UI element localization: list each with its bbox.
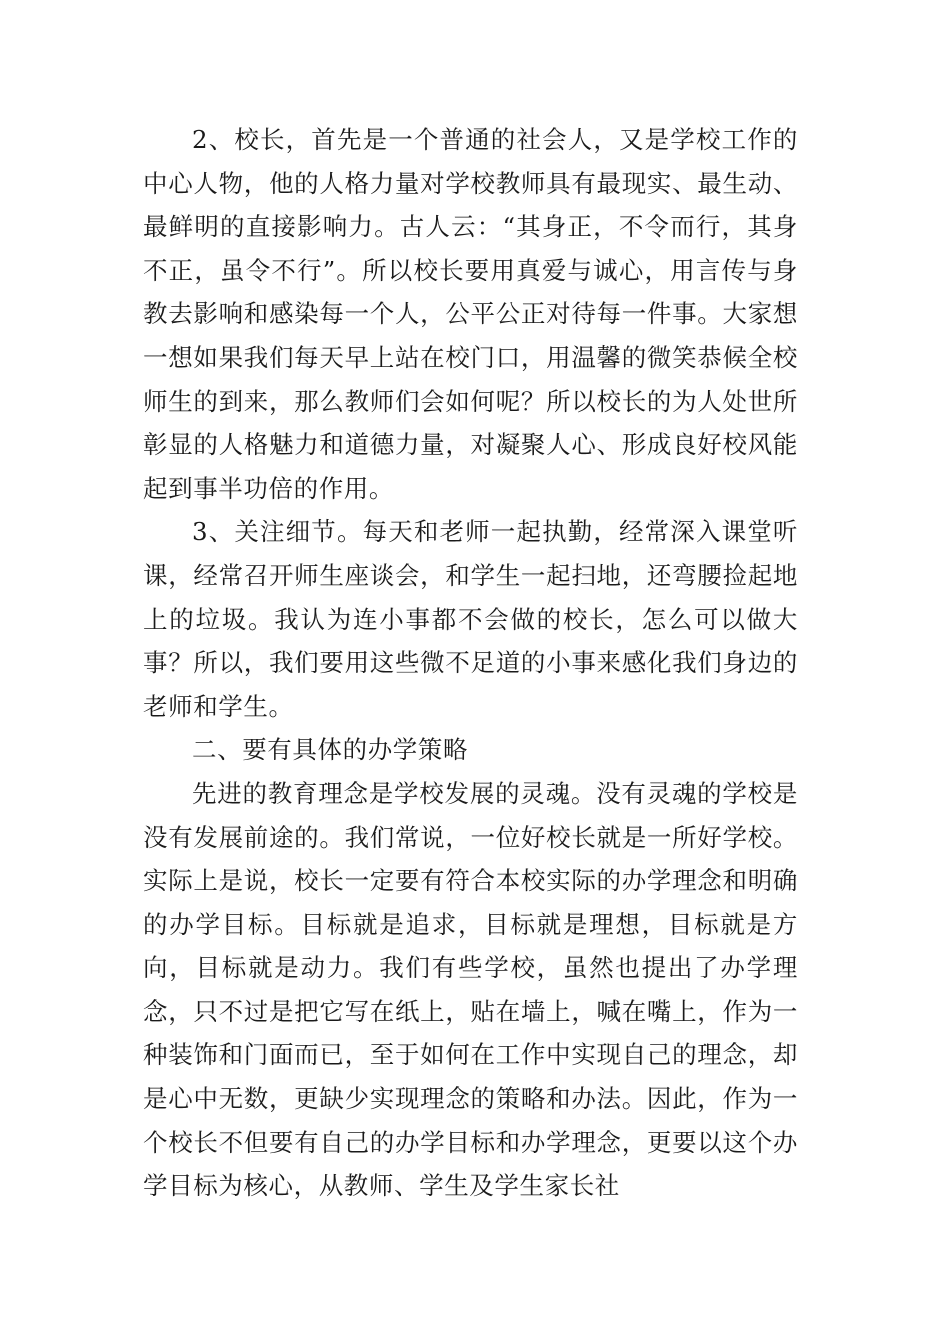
paragraph-attention-to-detail: 3、关注细节。每天和老师一起执勤，经常深入课堂听课，经常召开师生座谈会，和学生一起扫地，还弯腰捡起地上的垃圾。我认为连小事都不会做的校长，怎么可以做大事？所以，我们要用这些微不足道的小事来感化我们身边的老师和学生。 (143, 517, 798, 721)
paragraph-principal-personality: 2、校长，首先是一个普通的社会人，又是学校工作的中心人物，他的人格力量对学校教师具有最现实、最生动、最鲜明的直接影响力。古人云：“其身正，不令而行，其身不正，虽令不行”。所以校长要用真爱与诚心，用言传与身教去影响和感染每一个人，公平公正对待每一件事。大家想一想如果我们每天早上站在校门口，用温馨的微笑恭候全校师生的到来，那么教师们会如何呢？所以校长的为人处世所彰显的人格魅力和道德力量，对凝聚人心、形成良好校风能起到事半功倍的作用。 (143, 125, 798, 503)
section-heading: 二、要有具体的办学策略 (192, 735, 469, 765)
paragraph-educational-philosophy: 先进的教育理念是学校发展的灵魂。没有灵魂的学校是没有发展前途的。我们常说，一位好校长就是一所好学校。实际上是说，校长一定要有符合本校实际的办学理念和明确的办学目标。目标就是追求，目标就是理想，目标就是方向，目标就是动力。我们有些学校，虽然也提出了办学理念，只不过是把它写在纸上，贴在墙上，喊在嘴上，作为一种装饰和门面而已，至于如何在工作中实现自己的理念，却是心中无数，更缺少实现理念的策略和办法。因此，作为一个校长不但要有自己的办学目标和办学理念，更要以这个办学目标为核心，从教师、学生及学生家长社 (143, 778, 798, 1201)
document-body (143, 118, 798, 1208)
